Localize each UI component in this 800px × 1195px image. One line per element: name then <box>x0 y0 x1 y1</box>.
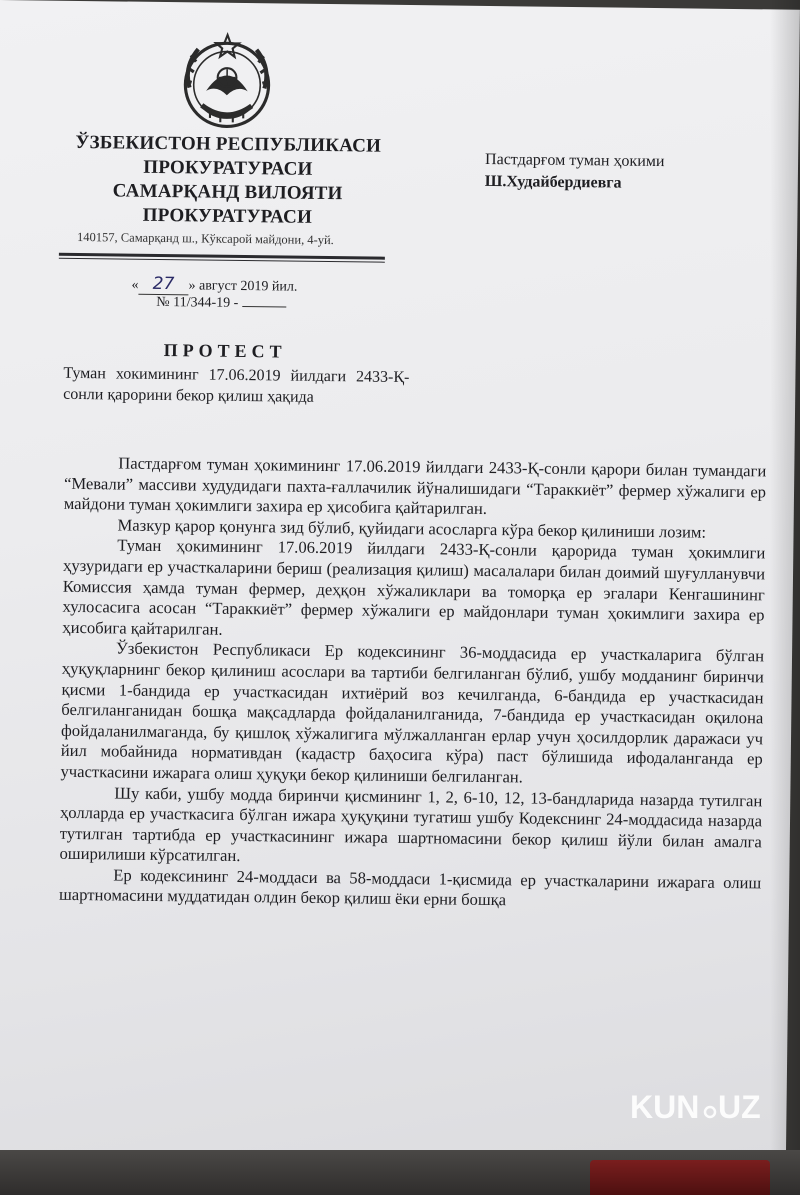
organization-name <box>57 131 398 231</box>
document-body <box>59 453 766 915</box>
document-subject: Туман хокимининг 17.06.2019 йилдаги 2433-Қ-сонли қарорини бекор қилиш ҳақида <box>63 364 410 406</box>
date-day-handwritten: 27 <box>138 274 188 296</box>
org-line: ПРОКУРАТУРАСИ <box>143 156 313 180</box>
page-shadow <box>770 0 800 1195</box>
watermark-text-left: KUN <box>630 1089 700 1125</box>
body-paragraph: Ер кодексининг 24-моддаси ва 58-моддаси 1-қисмида ер участкаларини ижарага олиш шартномасини муддатидан олдин бекор қилиш ёки ерни бошқа <box>58 865 762 910</box>
date-close-quote: » <box>188 278 196 294</box>
org-line: САМАРҚАНД ВИЛОЯТИ <box>112 180 343 205</box>
kun-uz-watermark-logo <box>630 1085 764 1127</box>
watermark-text-right: UZ <box>718 1089 761 1125</box>
number-blank-line <box>242 306 286 308</box>
red-folder <box>590 1160 770 1195</box>
document-type-heading: ПРОТЕСТ <box>163 340 287 362</box>
body-paragraph: Мазкур қарор қонунга зид бўлиб, қуйидаги асосларга кўра бекор қилиниши лозим: <box>117 515 707 542</box>
date-open-quote: « <box>131 277 139 293</box>
body-paragraph: Ўзбекистон Республикаси Ер кодексининг 36-моддасида ер участкаларига бўлган ҳуқуқларнинг бекор қилиниш асослари ва тартиби белгиланган бўлиб, ушбу модданинг биринчи қисми 1-бандида ер участкасидан ихтиёрий воз кечилганда, 6-бандида ер участкасидан белгиланганидан бошқа мақсадларда фойдаланилганида, 7-бандида ер участкасидан оқилона фойдаланилмаганда, бу қишлоқ хўжалигига мўлжалланган ерлар учун ҳосилдорлик даражаси уч йил мобайнида нормативдан (кадастр баҳосига кўра) паст бўлишида ифодаланганда ер участкасини ижарага олиш ҳуқуқи бекор қилиниши белгиланган. <box>60 638 765 787</box>
watermark-dot-icon <box>705 1107 715 1117</box>
body-paragraph: Шу каби, ушбу модда биринчи қисмининг 1, 2, 6-10, 12, 13-бандларида назарда тутилган ҳолларда ер участкасига бўлган ижара ҳуқуқини тугатиш ушбу Кодекснинг 24-моддасида назарда тутилган тартибда ер участкасининг ижара шартномасини бекор қилиш йўли билан амалга оширилиши кўрсатилган. <box>59 782 763 866</box>
body-paragraph: Туман ҳокимининг 17.06.2019 йилдаги 2433-Қ-сонли қарорида туман ҳокимлиги ҳузуридаги ер участкаларини бериш (реализация қилиш) масалалари билан доимий шуғулланувчи Комиссия ҳамда туман фермер, деҳқон хўжаликлари ва томорқа ер эгалари Кенгашининг хулосасига асосан “Тараккиёт” фермер хўжалиги ер майдонлари туман ҳокимлиги захира ер ҳисобига қайтарилган. <box>62 535 766 639</box>
body-paragraph: Пастдарғом туман ҳокимининг 17.06.2019 йилдаги 2433-Қ-сонли қарори билан тумандаги “Мевали” массиви худудидаги пахта-ғаллачилик йўналишидаги “Тараккиёт” фермер хўжалиги ер майдони туман ҳокимлиги захира ер ҳисобига қайтарилган. <box>63 453 767 519</box>
document-date <box>131 274 297 297</box>
recipient-title: Пастдарғом туман ҳокими <box>484 150 665 171</box>
date-month-year: август 2019 йил. <box>198 278 298 295</box>
recipient-block <box>485 149 665 195</box>
document-number-text: № 11/344-19 - <box>156 294 239 311</box>
document-number <box>156 295 286 313</box>
org-line: ПРОКУРАТУРАСИ <box>142 204 313 228</box>
org-line: ЎЗБЕКИСТОН РЕСПУБЛИКАСИ <box>75 131 382 157</box>
org-address: 140157, Самарқанд ш., Кўксарой майдони, 4-уй. <box>77 229 334 248</box>
state-emblem-icon <box>174 30 279 135</box>
recipient-name: Ш.Худайбердиевга <box>484 172 622 192</box>
